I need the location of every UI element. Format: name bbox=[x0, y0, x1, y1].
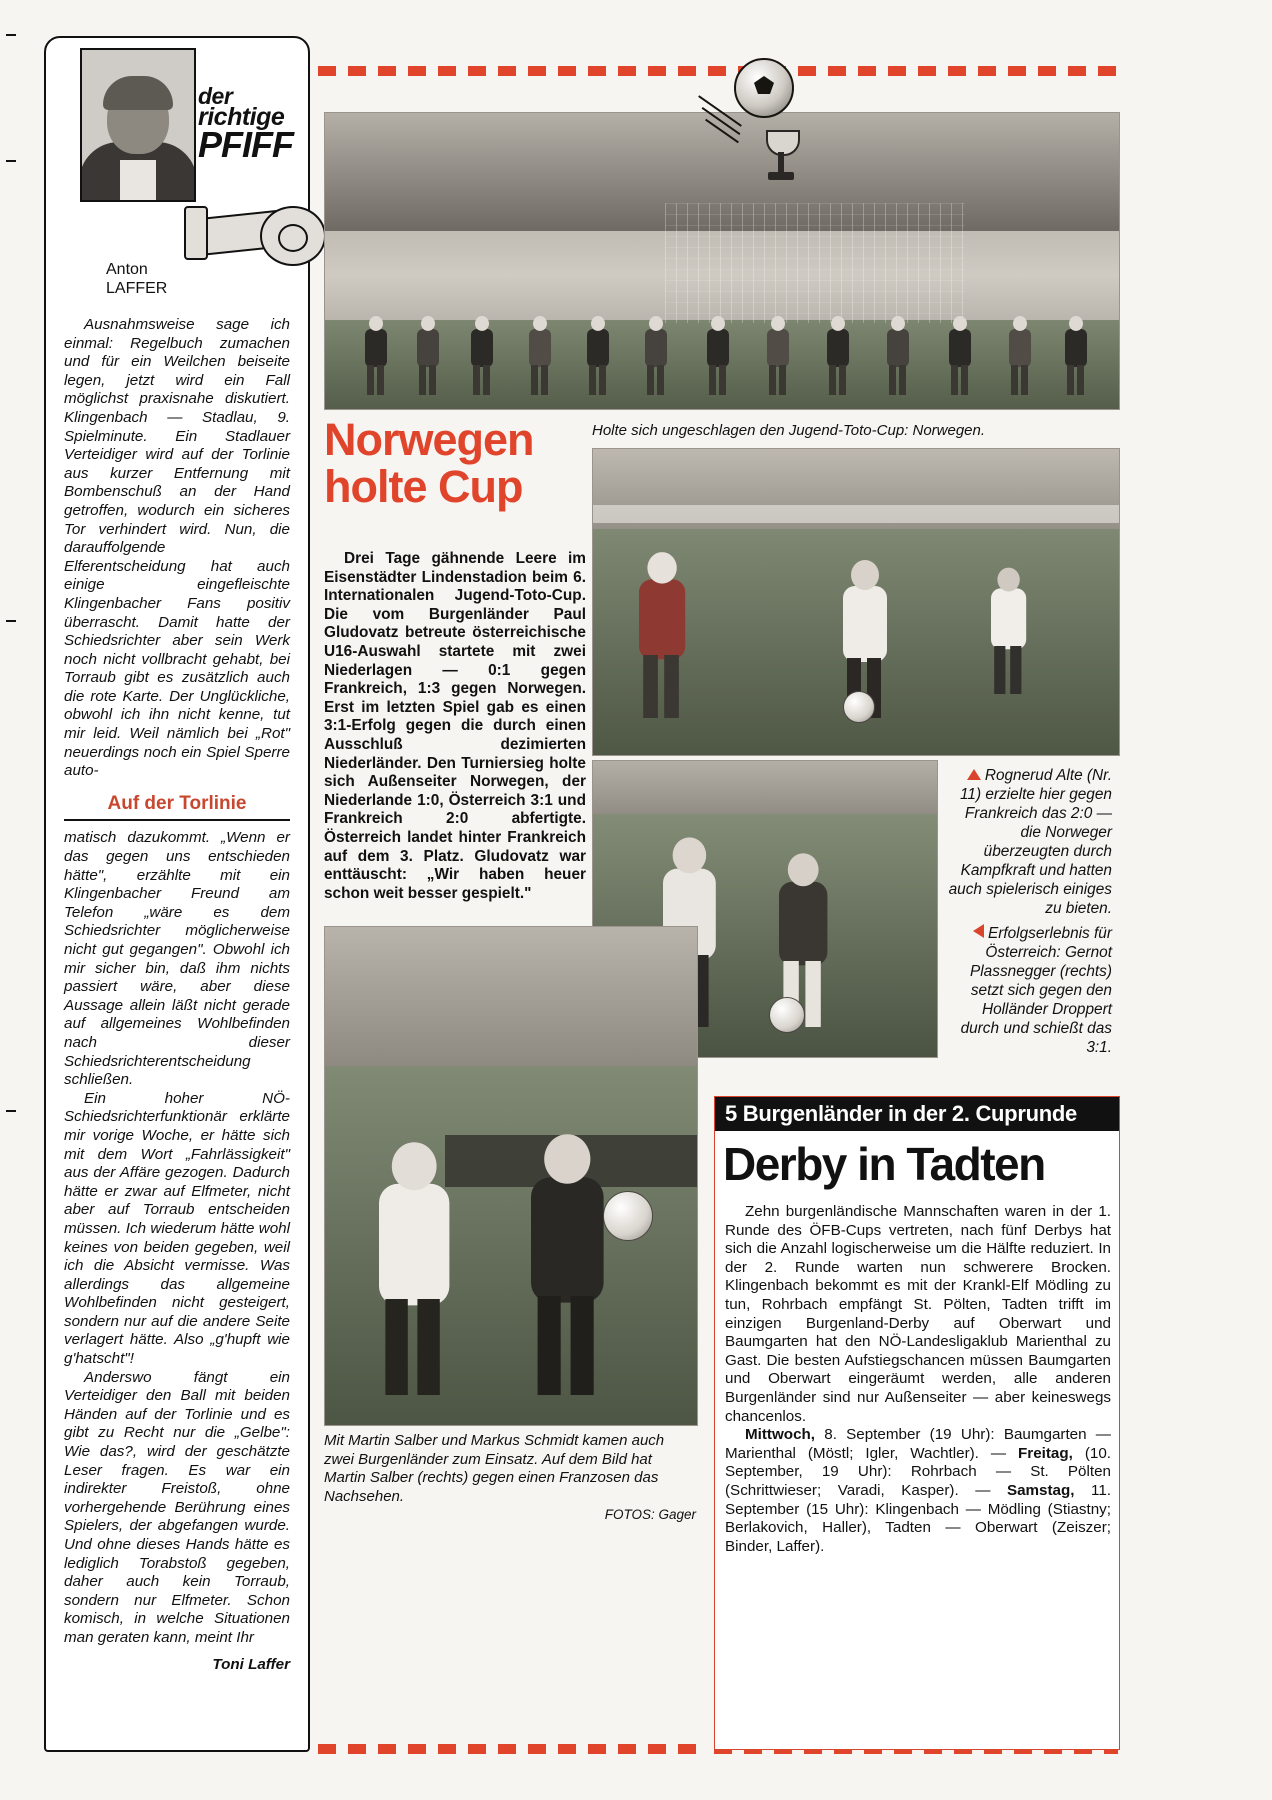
photo-team-norway bbox=[324, 112, 1120, 410]
column-paragraph-3: Ein hoher NÖ-Schiedsrichterfunktionär erklärte mir vorige Woche, er hätte sich mit dem Wort „Fahrlässigkeit" aus der Affäre gezogen. Dadurch hätte er zwar auf Elfmeter, nicht aber auf Torraub entscheiden müssen. Ich wiederum hätte wohl keines von beiden gegeben, weil ich die Absicht vermisse. Was allerdings das allgemeine Wohlbefinden nicht gesteigert, sondern nur auf die andere Seite verlagert hätte. Also „g'hupft wie g'hatscht"! bbox=[64, 1089, 290, 1368]
ball-in-photo-1 bbox=[843, 691, 875, 723]
caption-bottom-photo bbox=[324, 1432, 696, 1525]
crop-tick-2 bbox=[6, 160, 16, 162]
sidenote-1-text: Rognerud Alte (Nr. 11) erzielte hier gegen Frankreich das 2:0 — die Norweger überzeugten durch Kampfkraft und hatten auch spielerisch einiges zu bieten. bbox=[948, 767, 1112, 917]
column-subheading: Auf der Torlinie bbox=[107, 792, 247, 814]
column-signoff: Toni Laffer bbox=[212, 1655, 290, 1673]
bottom-article-title: Derby in Tadten bbox=[723, 1138, 1045, 1190]
bottom-paragraph-1: Zehn burgenländische Mannschaften waren in der 1. Runde des ÖFB-Cups vertreten, nach fünf Derbys hat sich die Anzahl logischerweise um die Hälfte reduziert. In der 2. Runde warten nun schwerere Brocken. Klingenbach bekommt es mit der Krankl-Elf Mödling zu tun, Rohrbach empfängt St. Pölten, Tadten trifft im einzigen Burgenland-Derby auf Oberwart und Baumgarten hat den NÖ-Landesligaklub Marienthal zu Gast. Die besten Aufstiegschancen müssen Baumgarten und Oberwart eingeräumt werden, alle anderen Burgenländer sind nur Außenseiter — aber keineswegs chancenlos. bbox=[725, 1203, 1111, 1425]
sidenote-2 bbox=[946, 924, 1112, 1057]
ball-in-photo-3 bbox=[603, 1191, 653, 1241]
columnist-byline bbox=[106, 260, 167, 298]
photo-credit: FOTOS: Gager bbox=[604, 1507, 696, 1522]
column-paragraph-4: Anderswo fängt ein Verteidiger den Ball mit beiden Händen auf der Torlinie und es gibt zu Recht nur die „Gelbe": Wie das?, wird der geschätzte Leser fragen. Es war ein indirekter Freistoß, ohne vorhergehende Berührung eines Spielers, der abgefangen wurde. Und ohne dieses Hands hätte es lediglich Torabstoß gegeben, daher auch kein Torraub, sondern nur Elfmeter. Schon komisch, in welche Situationen man geraten kann, meint Ihr bbox=[64, 1368, 290, 1646]
article-paragraph: Drei Tage gähnende Leere im Eisenstädter Lindenstadion beim 6. Internationalen Jugend-Toto-Cup. Die vom Burgenländer Paul Gludovatz betreute österreichische U16-Auswahl startete mit zwei Niederlagen — 0:1 gegen Frankreich, 1:3 gegen Norwegen. Erst im letzten Spiel gab es einen 3:1-Erfolg gegen die durch einen Ausschluß dezimierten Niederländer. Den Turniersieg holte sich Außenseiter Norwegen, der Niederlande 1:0, Österreich 3:1 und Frankreich 2:0 abfertigte. Österreich landet hinter Frankreich auf dem 3. Platz. Gludovatz war enttäuscht: „Wir haben heuer schon weit besser gespielt." bbox=[324, 550, 586, 902]
article-body bbox=[324, 550, 586, 903]
caption-team-photo: Holte sich ungeschlagen den Jugend-Toto-Cup: Norwegen. bbox=[592, 422, 986, 439]
crop-tick-4 bbox=[6, 1110, 16, 1112]
crop-tick-3 bbox=[6, 620, 16, 622]
photo-sidenotes bbox=[946, 766, 1112, 1057]
columnist-lastname: LAFFER bbox=[106, 280, 168, 297]
photo-match-action-1 bbox=[592, 448, 1120, 756]
ball-in-photo-2 bbox=[769, 997, 805, 1033]
column-paragraph-1: Ausnahmsweise sage ich einmal: Regelbuch zumachen und für ein Weilchen beiseite legen, jetzt wird ein Fall möglichst praxisnahe diskutiert. Klingenbach — Stadlau, 9. Spielminute. Ein Stadlauer Verteidiger wird auf der Torlinie aus kurzer Entfernung mit Bombenschuß an der Hand getroffen, wodurch ein sicheres Tor verhindert wird. Nun, die darauffolgende Elferentscheidung hat auch einige eingefleischte Klingenbacher Fans positiv überrascht. Damit hatte der Schiedsrichter aber sein Werk noch nicht vollbracht gehabt, bei Torraub gibt es zusätzlich auch die rote Karte. Der Unglückliche, obwohl ich ihn nicht kenne, tut mir leid. Weil nämlich bei „Rot" neuerdings noch ein Spiel Sperre auto- bbox=[64, 316, 290, 780]
bottom-article bbox=[714, 1096, 1120, 1750]
sidenote-2-text: Erfolgserlebnis für Österreich: Gernot Plassnegger (rechts) setzt sich gegen den Holländer Droppert durch und schießt das 3:1. bbox=[960, 925, 1112, 1056]
dotted-rule-bottom-left bbox=[318, 1744, 704, 1754]
crop-tick-1 bbox=[6, 34, 16, 36]
logo-line-3: PFIFF bbox=[198, 124, 293, 165]
ball-motion-lines bbox=[694, 104, 754, 148]
headline-line-1: Norwegen bbox=[324, 414, 534, 465]
caption-bottom-text: Mit Martin Salber und Markus Schmidt kamen auch zwei Burgenländer zum Einsatz. Auf dem Bild hat Martin Salber (rechts) gegen einen Franzosen das Nachsehen. bbox=[324, 1432, 665, 1505]
bottom-article-banner: 5 Burgenländer in der 2. Cuprunde bbox=[715, 1097, 1119, 1131]
sidenote-1 bbox=[946, 766, 1112, 918]
whistle-icon bbox=[188, 188, 336, 280]
logo-line-1: der bbox=[198, 83, 233, 109]
trophy-graphic bbox=[758, 130, 804, 192]
dotted-rule-top bbox=[318, 66, 1118, 76]
photo-match-action-3 bbox=[324, 926, 698, 1426]
article-headline bbox=[324, 416, 592, 510]
headline-line-2: holte Cup bbox=[324, 461, 523, 512]
divider bbox=[64, 819, 290, 821]
column-logo bbox=[198, 83, 330, 165]
triangle-up-icon bbox=[967, 769, 981, 780]
bottom-article-text bbox=[725, 1203, 1111, 1556]
triangle-left-icon bbox=[973, 924, 984, 938]
logo-line-2: richtige bbox=[198, 103, 285, 131]
column-paragraph-2: matisch dazukommt. „Wenn er das gegen uns entschieden hätte", erzählte mit ein Klingenbacher Freund am Telefon „wäre es dem Schiedsrichter möglicherweise nicht gut gegangen". Obwohl ich mir sicher bin, daß ihm nichts passiert wäre, aber diese Aussage allein läßt nicht gerade auf allgemeines Wohlbefinden nach dieser Schiedsrichterentscheidung schließen. bbox=[64, 829, 290, 1089]
columnist-firstname: Anton bbox=[106, 261, 148, 278]
bottom-paragraph-2: Mittwoch, 8. September (19 Uhr): Baumgarten — Marienthal (Möstl; Igler, Wachtler). — Freitag, (10. September, 19 Uhr): Rohrbach — St. Pölten (Schrittwieser; Varadi, Kasper). — Samstag, 11. September (15 Uhr): Klingenbach — Mödling (Stiastny; Berlakovich, Haller), Tadten — Oberwart (Zeiszer; Binder, Laffer). bbox=[725, 1426, 1112, 1555]
columnist-portrait bbox=[80, 48, 196, 202]
columnist-box bbox=[44, 36, 310, 1752]
column-text bbox=[64, 316, 290, 1674]
